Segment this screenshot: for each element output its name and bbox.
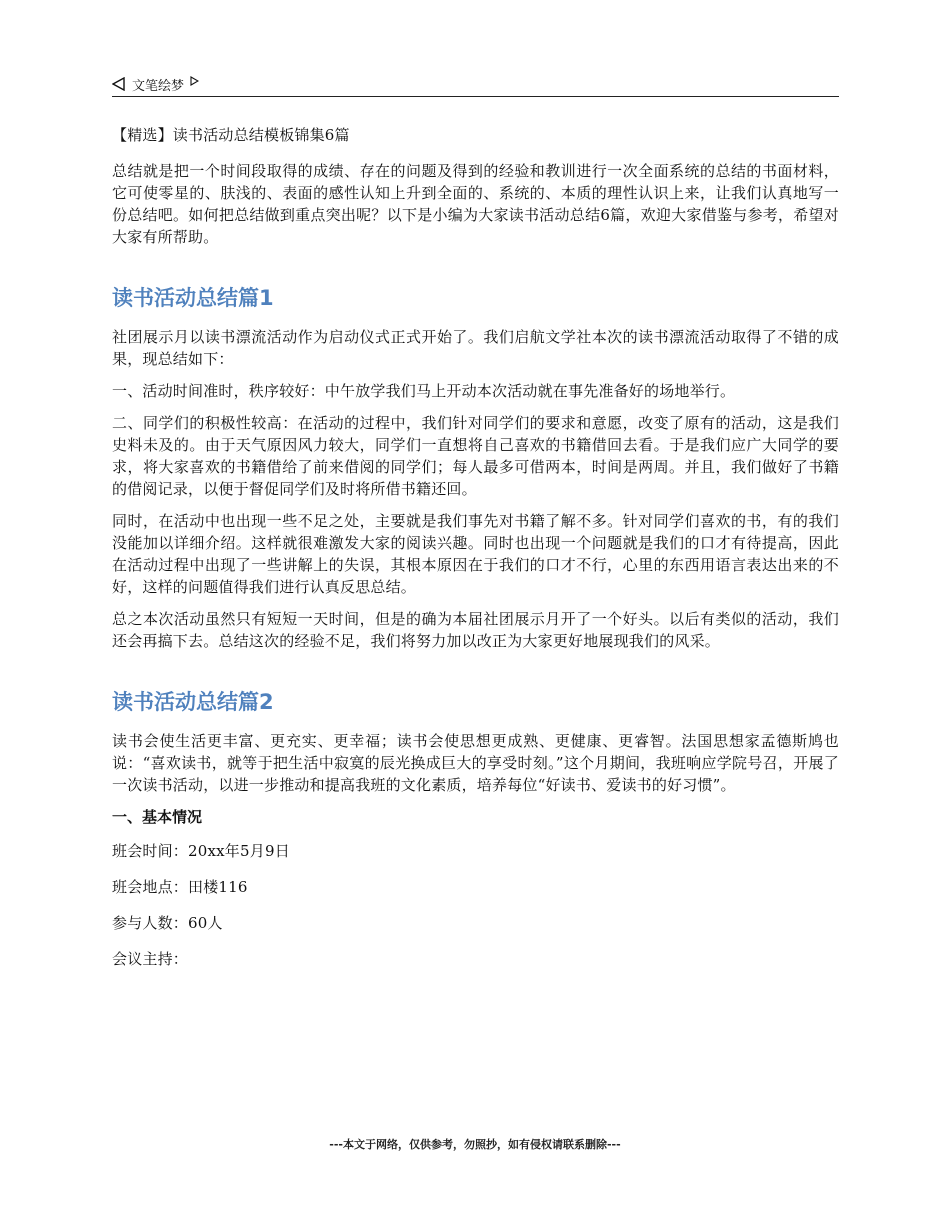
info-line: 会议主持： [112, 950, 189, 968]
section-heading-1: 读书活动总结篇1 [112, 286, 274, 310]
subsection-heading: 一、基本情况 [112, 808, 203, 826]
triangle-right-icon [190, 76, 199, 86]
info-line: 参与人数：60人 [112, 914, 223, 932]
document-body [112, 124, 839, 984]
section1-paragraph: 总之本次活动虽然只有短短一天时间，但是的确为本届社团展示月开了一个好头。以后有类似的活动，我们还会再搞下去。总结这次的经验不足，我们将努力加以改正为大家更好地展现我们的风采。 [112, 610, 839, 650]
intro-paragraph: 总结就是把一个时间段取得的成绩、存在的问题及得到的经验和教训进行一次全面系统的总结的书面材料，它可使零星的、肤浅的、表面的感性认知上升到全面的、系统的、本质的理性认识上来，让我们认真地写一份总结吧。如何把总结做到重点突出呢？以下是小编为大家读书活动总结6篇，欢迎大家借鉴与参考，希望对大家有所帮助。 [112, 162, 839, 246]
info-line: 班会地点：田楼116 [112, 878, 248, 896]
header-brand: 文笔绘梦 [132, 78, 185, 94]
footer-disclaimer: ---本文于网络，仅供参考，勿照抄，如有侵权请联系删除--- [329, 1138, 621, 1151]
page-header [112, 72, 839, 97]
info-line: 班会时间：20xx年5月9日 [112, 842, 290, 860]
section1-paragraph: 二、同学们的积极性较高：在活动的过程中，我们针对同学们的要求和意愿，改变了原有的活动，这是我们史料未及的。由于天气原因风力较大，同学们一直想将自己喜欢的书籍借回去看。于是我们应广大同学的要求，将大家喜欢的书籍借给了前来借阅的同学们；每人最多可借两本，时间是两周。并且，我们做好了书籍的借阅记录，以便于督促同学们及时将所借书籍还回。 [112, 414, 839, 498]
section2-paragraph: 读书会使生活更丰富、更充实、更幸福；读书会使思想更成熟、更健康、更睿智。法国思想家孟德斯鸠也说：“喜欢读书，就等于把生活中寂寞的辰光换成巨大的享受时刻。”这个月期间，我班响应学院号召，开展了一次读书活动，以进一步推动和提高我班的文化素质，培养每位“好读书、爱读书的好习惯”。 [112, 732, 839, 794]
section1-paragraph: 一、活动时间准时，秩序较好：中午放学我们马上开动本次活动就在事先准备好的场地举行。 [112, 382, 736, 400]
document-title: 【精选】读书活动总结模板锦集6篇 [112, 126, 350, 144]
section1-paragraph: 同时，在活动中也出现一些不足之处，主要就是我们事先对书籍了解不多。针对同学们喜欢的书，有的我们没能加以详细介绍。这样就很难激发大家的阅读兴趣。同时也出现一个问题就是我们的口才有待提高，因此在活动过程中出现了一些讲解上的失误，其根本原因在于我们的口才不行，心里的东西用语言表达出来的不好，这样的问题值得我们进行认真反思总结。 [112, 512, 839, 596]
section-heading-2: 读书活动总结篇2 [112, 690, 274, 714]
section1-paragraph: 社团展示月以读书漂流活动作为启动仪式正式开始了。我们启航文学社本次的读书漂流活动取得了不错的成果，现总结如下： [112, 328, 839, 368]
triangle-left-icon [112, 77, 126, 91]
